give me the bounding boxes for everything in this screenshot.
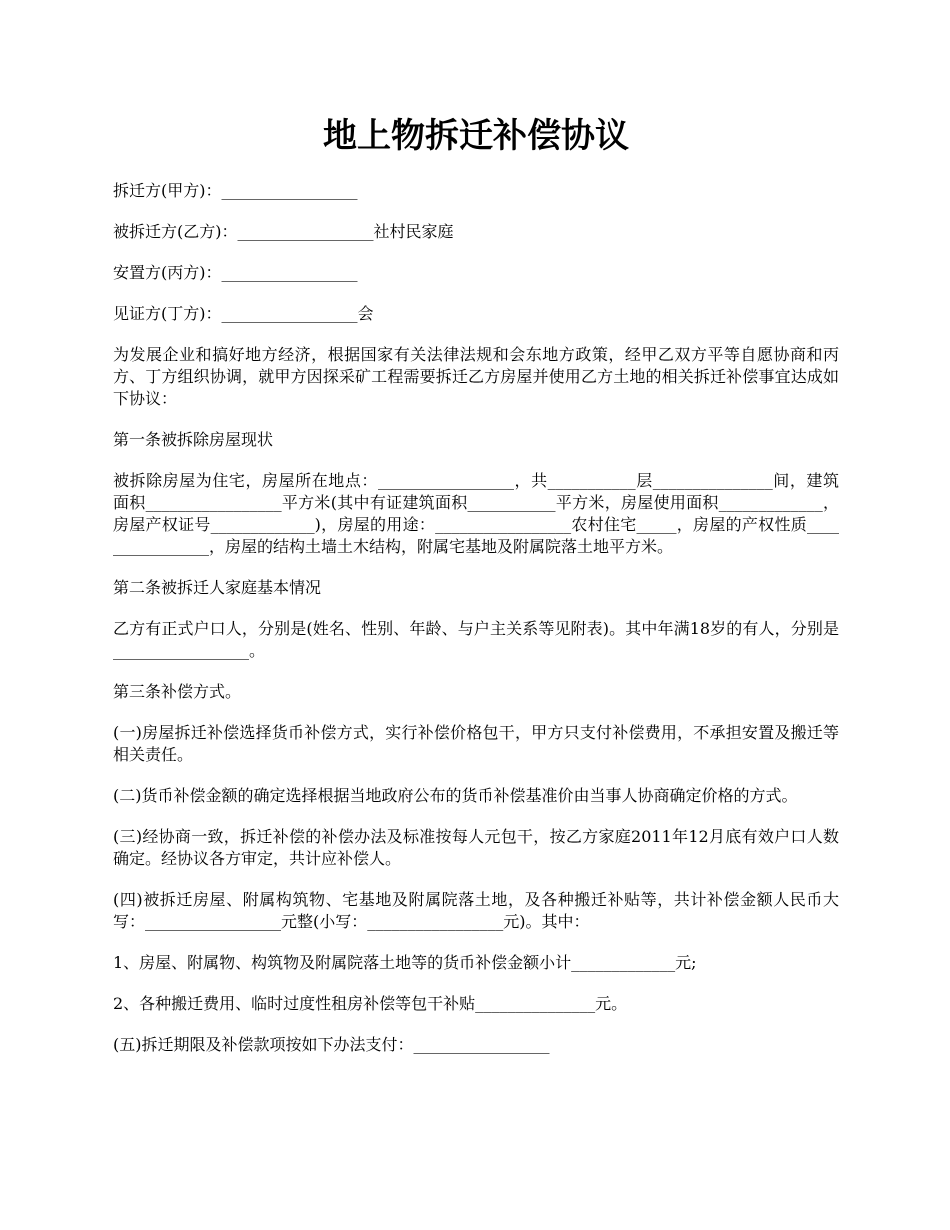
party-c-line: 安置方(丙方)：_________________ bbox=[113, 263, 358, 282]
party-d-line: 见证方(丁方)：_________________会 bbox=[113, 304, 374, 323]
article-3-item-1: (一)房屋拆迁补偿选择货币补偿方式，实行补偿价格包干，甲方只支付补偿费用，不承担安置及搬迁等相关责任。 bbox=[113, 723, 839, 764]
document-title: 地上物拆迁补偿协议 bbox=[323, 116, 629, 156]
article-1-body: 被拆除房屋为住宅，房屋所在地点：_________________，共___________层_______________间，建筑面积_________________平方米(其中有证建筑面积___________平方米，房屋使用面积_____________，房屋产权证号_____________)，房屋的用途：_________________农村住宅_____，房屋的产权性质________________，房屋的结构土墙土木结构，附属宅基地及附属院落土地平方米。 bbox=[113, 471, 839, 556]
article-3-item-4: (四)被拆迁房屋、附属构筑物、宅基地及附属院落土地，及各种搬迁补贴等，共计补偿金额人民币大写：_________________元整(小写：_________________元)。其中： bbox=[113, 890, 839, 931]
article-3-item-3: (三)经协商一致，拆迁补偿的补偿办法及标准按每人元包干，按乙方家庭2011年12月底有效户口人数确定。经协议各方审定，共计应补偿人。 bbox=[113, 827, 839, 868]
article-3-item-2: (二)货币补偿金额的确定选择根据当地政府公布的货币补偿基准价由当事人协商确定价格的方式。 bbox=[113, 786, 798, 805]
document-body bbox=[113, 180, 839, 1075]
preamble-paragraph: 为发展企业和搞好地方经济，根据国家有关法律法规和会东地方政策，经甲乙双方平等自愿协商和丙方、丁方组织协调，就甲方因探采矿工程需要拆迁乙方房屋并使用乙方土地的相关拆迁补偿事宜达成如下协议： bbox=[113, 345, 839, 408]
article-2-heading: 第二条被拆迁人家庭基本情况 bbox=[113, 578, 322, 597]
party-a-line: 拆迁方(甲方)：_________________ bbox=[113, 181, 358, 200]
article-3-item-5: (五)拆迁期限及补偿款项按如下办法支付：_________________ bbox=[113, 1035, 550, 1054]
article-1-heading: 第一条被拆除房屋现状 bbox=[113, 430, 274, 449]
party-b-line: 被拆迁方(乙方)：_________________社村民家庭 bbox=[113, 222, 454, 241]
article-2-body: 乙方有正式户口人，分别是(姓名、性别、年龄、与户主关系等见附表)。其中年满18岁的有人，分别是_________________。 bbox=[113, 619, 839, 660]
compensation-subitem-2: 2、各种搬迁费用、临时过度性租房补偿等包干补贴_______________元。 bbox=[113, 994, 628, 1013]
compensation-subitem-1: 1、房屋、附属物、构筑物及附属院落土地等的货币补偿金额小计_____________元; bbox=[113, 953, 697, 972]
article-3-heading: 第三条补偿方式。 bbox=[113, 682, 242, 701]
